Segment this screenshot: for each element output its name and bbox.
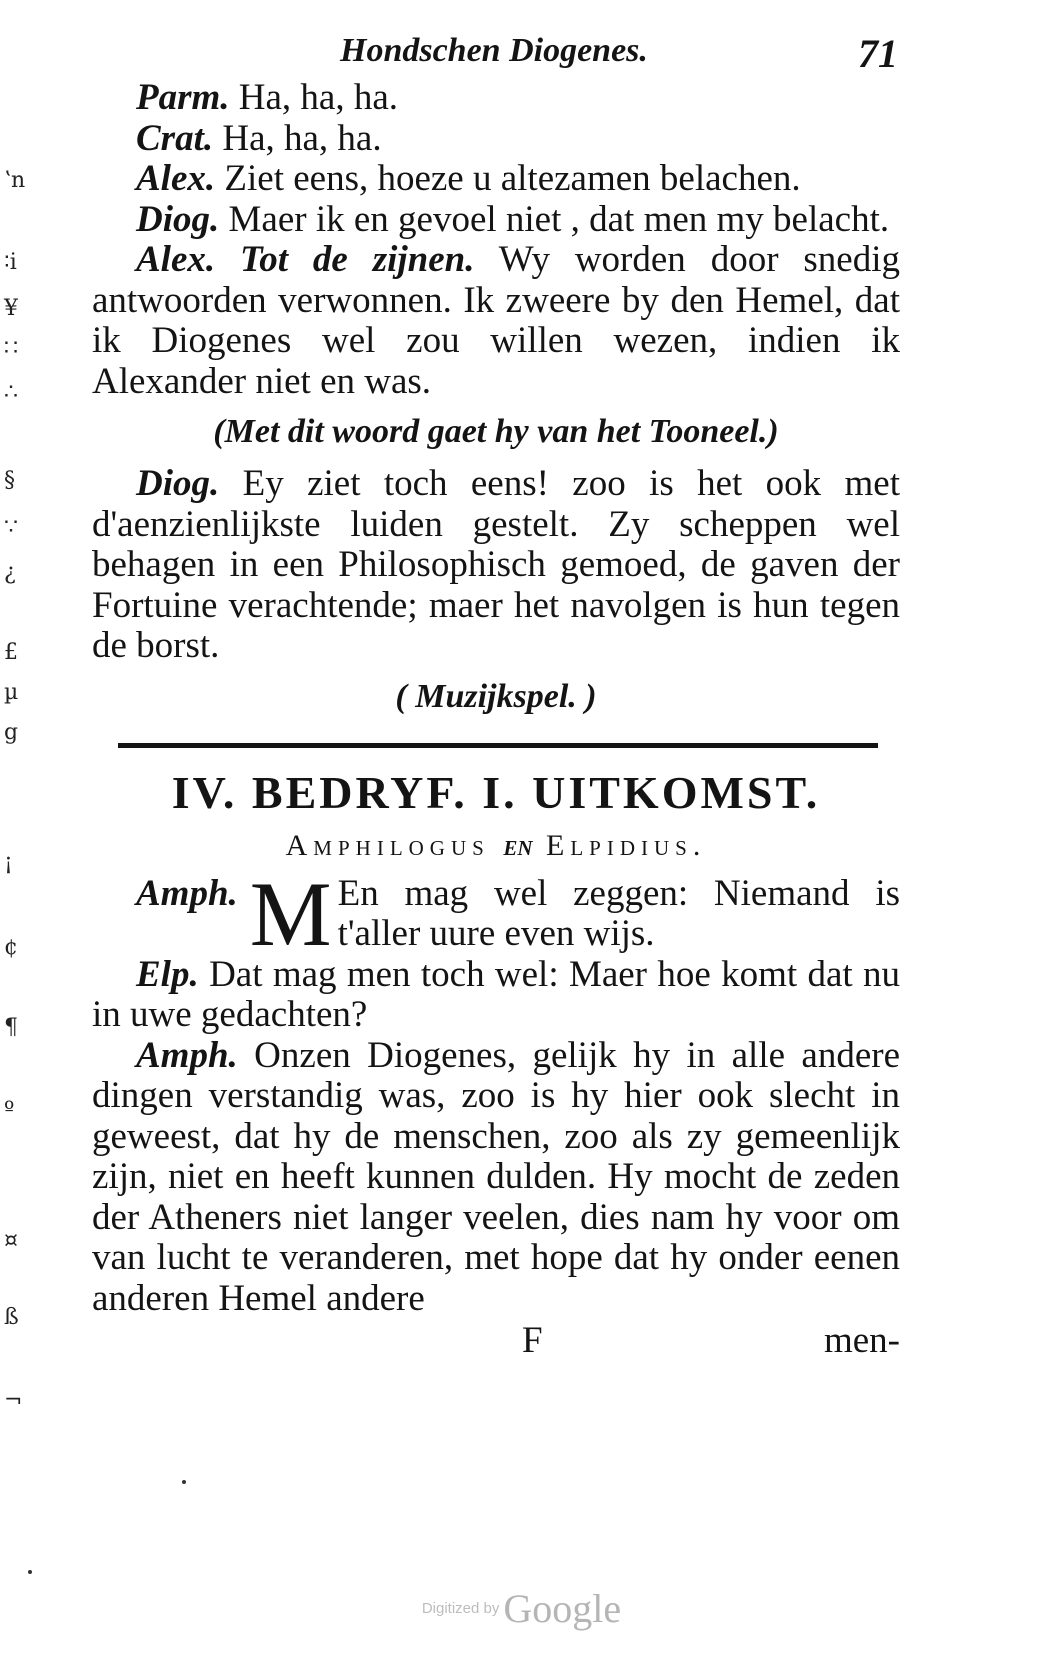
gutter-mark: ¢ — [4, 935, 18, 960]
dialogue-line — [92, 464, 900, 667]
speech-text: Dat mag men toch wel: Maer hoe komt dat nu in uwe gedachten? — [92, 953, 901, 1035]
speaker-name: Alex. — [136, 239, 216, 280]
stage-direction: ( Muzijkspel. ) — [395, 677, 597, 715]
dialogue-line — [92, 200, 900, 241]
gutter-mark: ¶ — [4, 1015, 18, 1040]
ink-speck — [28, 1570, 32, 1574]
gutter-mark: ¡ — [4, 850, 13, 875]
speaker-name: Crat. — [136, 117, 214, 159]
drop-cap: M — [249, 862, 332, 965]
ink-speck — [182, 1480, 186, 1484]
speaker-name: Diog. — [136, 463, 220, 504]
text-block — [92, 30, 900, 1361]
speech-text: Ha, ha, ha. — [238, 77, 399, 118]
act-heading: IV. BEDRYF. I. UITKOMST. — [171, 766, 821, 818]
dialogue-line — [92, 119, 900, 160]
gutter-mark: ∴ — [4, 380, 18, 405]
speaker-name: Amph. — [136, 1034, 238, 1076]
dialogue-line — [92, 862, 900, 965]
speech-text: Ziet eens, hoeze u altezamen belachen. — [224, 158, 801, 199]
page-footer — [92, 1319, 900, 1361]
gutter-mark: g — [4, 720, 19, 745]
speaker-name: Alex. — [136, 158, 216, 199]
gutter-mark: ∵ — [4, 515, 18, 540]
gutter-mark: ∷ — [4, 336, 18, 361]
speaker-name: Amph. — [136, 872, 238, 914]
gutter-mark: ¿ — [4, 560, 16, 585]
dialogue-line — [92, 955, 900, 1036]
scene-characters — [92, 826, 900, 866]
speaker-name: Diog. — [136, 198, 220, 240]
speech-text: Ha, ha, ha. — [222, 117, 382, 159]
character-name: Elpidius. — [546, 828, 707, 862]
dialogue-line — [92, 240, 900, 402]
gutter-mark: £ — [4, 640, 18, 665]
watermark-prefix: Digitized by — [421, 1600, 500, 1617]
running-head — [92, 30, 900, 78]
gutter-mark: ∶i — [4, 250, 17, 275]
speaker-name: Parm. — [136, 77, 230, 118]
dialogue-line — [92, 1036, 900, 1320]
gutter-mark: ¬ — [4, 1388, 23, 1413]
speaker-name: Elp. — [136, 953, 199, 995]
gutter-mark: § — [4, 468, 15, 493]
stage-direction: (Met dit woord gaet hy van het Tooneel.) — [213, 413, 779, 450]
catchword: men- — [823, 1320, 900, 1361]
speech-text: Maer ik en gevoel niet , dat men my belacht. — [228, 198, 890, 240]
speech-text: En mag wel zeggen: Niemand is t'aller uure even wijs. — [337, 872, 900, 954]
gutter-bleed-marks — [0, 0, 32, 1673]
watermark-brand: Google — [503, 1586, 622, 1631]
character-name: Amphilogus — [285, 828, 490, 862]
stage-aside: Tot de zijnen. — [240, 239, 475, 280]
gutter-mark: ¤ — [4, 1228, 18, 1253]
gutter-mark: ʽn — [4, 168, 26, 193]
speech-text: Ey ziet toch eens! zoo is het ook met d'aenzienlijkste luiden gestelt. Zy scheppen wel behagen in een Philosophisch gemoed, de gaven der Fortuine verachtende; maer het navolgen is hun tegen de borst. — [92, 463, 901, 666]
speech-text: Onzen Diogenes, gelijk hy in alle andere dingen verstandig was, zoo is hy hier ook slecht in geweest, dat hy de menschen, zoo als zy gemeenlijk zijn, niet en heeft kunnen dulden. Hy mocht de zeden der Atheners niet langer veelen, dies nam hy voor om van lucht te veranderen, met hope dat hy onder eenen anderen Hemel andere — [92, 1034, 901, 1319]
gutter-mark: ß — [4, 1305, 19, 1330]
conjunction: en — [503, 828, 533, 862]
speech-text: Wy worden door snedig antwoorden verwonnen. Ik zweere by den Hemel, dat ik Diogenes wel zou willen wezen, indien ik Alexander niet en was. — [92, 239, 901, 402]
gutter-mark: µ — [4, 680, 19, 705]
section-divider — [118, 743, 878, 748]
running-title: Hondschen Diogenes. — [340, 32, 648, 69]
page-number: 71 — [858, 31, 898, 76]
gutter-mark: ¥ — [4, 296, 18, 321]
signature-mark: F — [522, 1320, 543, 1361]
digitized-watermark — [0, 1585, 1043, 1632]
dialogue-line — [92, 159, 900, 200]
dialogue-line — [92, 78, 900, 119]
gutter-mark: º — [4, 1098, 15, 1123]
